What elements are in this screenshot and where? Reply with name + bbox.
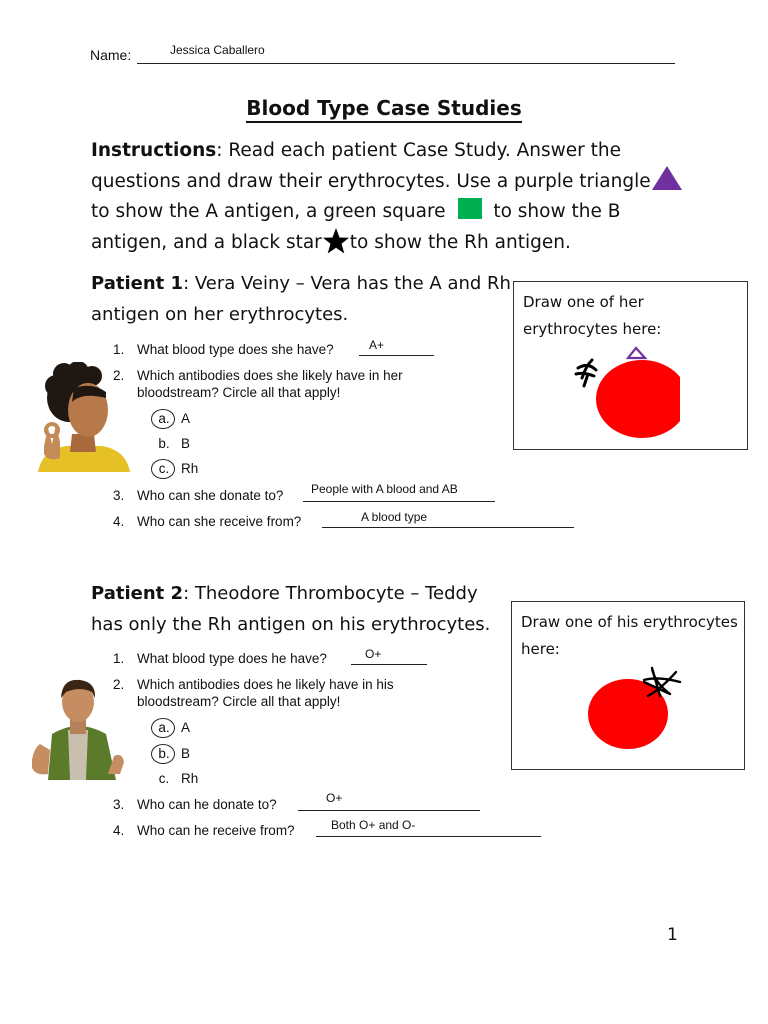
purple-triangle-icon bbox=[651, 165, 683, 191]
page-number: 1 bbox=[667, 925, 678, 945]
p2-answer-3-line bbox=[298, 810, 480, 811]
p2-question-2: 2. Which antibodies does he likely have in his bloodstream? Circle all that apply! bbox=[113, 677, 394, 709]
p1-question-4: 4. Who can she receive from? bbox=[113, 514, 302, 529]
green-square-icon bbox=[457, 198, 483, 220]
instructions-part1: : Read each patient Case Study. Answer the questions and draw their erythrocytes. Use a purple triangle bbox=[91, 140, 651, 192]
p1-answer-1[interactable]: A+ bbox=[369, 338, 385, 352]
p1-answer-4-line bbox=[322, 527, 574, 528]
p2-answer-1-line bbox=[351, 664, 427, 665]
name-underline bbox=[137, 63, 675, 64]
p2-answer-3[interactable]: O+ bbox=[326, 791, 343, 805]
p1-answer-4[interactable]: A blood type bbox=[361, 510, 428, 524]
p1-erythrocyte-drawing bbox=[570, 344, 680, 442]
patient-1-heading: Patient 1: Vera Veiny – Vera has the A and Rh antigen on her erythrocytes. bbox=[91, 273, 511, 325]
p1-draw-box[interactable] bbox=[513, 281, 748, 450]
instructions-part4: to show the Rh antigen. bbox=[349, 231, 571, 253]
p1-question-1: 1. What blood type does she have? bbox=[113, 342, 334, 357]
p2-question-1: 1. What blood type does he have? bbox=[113, 651, 327, 666]
p2-question-4: 4. Who can he receive from? bbox=[113, 823, 295, 838]
p2-question-3: 3. Who can he donate to? bbox=[113, 797, 277, 812]
name-label: Name: bbox=[90, 47, 132, 63]
patient-2-heading: Patient 2: Theodore Thrombocyte – Teddy has only the Rh antigen on his erythrocytes. bbox=[91, 583, 491, 635]
p1-answer-1-line bbox=[359, 355, 434, 356]
name-value[interactable]: Jessica Caballero bbox=[170, 43, 265, 57]
p1-question-3: 3. Who can she donate to? bbox=[113, 488, 284, 503]
black-star-icon bbox=[322, 227, 350, 255]
p1-answer-3[interactable]: People with A blood and AB bbox=[311, 482, 458, 496]
instructions-part3: to show the B antigen, and a black star bbox=[91, 201, 621, 253]
p2-answer-4-line bbox=[316, 836, 541, 837]
p1-answer-3-line bbox=[303, 501, 495, 502]
p2-draw-box-label: Draw one of his erythrocytes here: bbox=[521, 613, 738, 658]
p2-answer-4[interactable]: Both O+ and O- bbox=[331, 818, 416, 832]
instructions-part2: to show the A antigen, a green square bbox=[91, 201, 446, 222]
instructions-lead: Instructions bbox=[91, 140, 217, 161]
p1-draw-box-label: Draw one of her erythrocytes here: bbox=[523, 293, 662, 338]
patient-2-avatar-icon bbox=[30, 674, 126, 780]
instructions bbox=[91, 136, 691, 258]
page-title: Blood Type Case Studies bbox=[0, 96, 768, 120]
p1-question-2: 2. Which antibodies does she likely have in her bloodstream? Circle all that apply! bbox=[113, 368, 403, 400]
p2-answer-1[interactable]: O+ bbox=[365, 647, 382, 661]
p2-draw-box[interactable] bbox=[511, 601, 745, 770]
